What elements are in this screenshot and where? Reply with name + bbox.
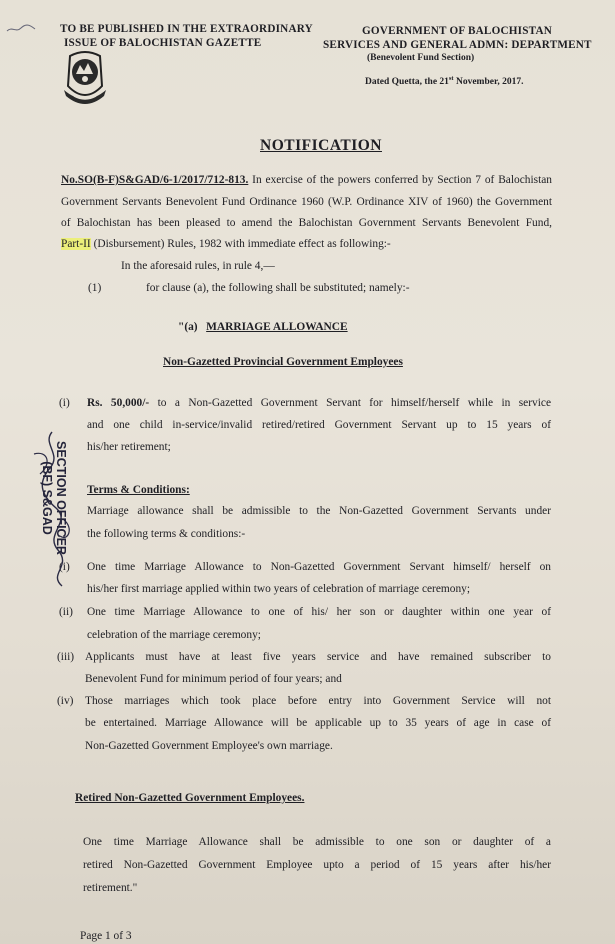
condition-2-line-1: One time Marriage Allowance to one of his/ her son or daughter within one year of [87, 606, 551, 618]
intro-line-4: Part-II (Disbursement) Rules, 1982 with immediate effect as following:- [61, 238, 391, 250]
item-i-line-1: Rs. 50,000/- to a Non-Gazetted Government Servant for himself/herself while in service [87, 397, 552, 409]
section-officer-stamp [22, 424, 82, 594]
item-i-number: (i) [59, 397, 70, 409]
balochistan-emblem-logo [60, 50, 110, 106]
stamp-text: SECTION OFFICER (BF) S&GAD [40, 441, 68, 555]
retired-line-2: retired Non-Gazetted Government Employee upto a period of 15 years after his/her [83, 859, 551, 871]
condition-2-number: (ii) [59, 606, 73, 618]
condition-4-number: (iv) [57, 695, 74, 707]
section-name: (Benevolent Fund Section) [367, 53, 475, 63]
condition-3-line-2: Benevolent Fund for minimum period of four years; and [85, 673, 342, 685]
intro-line-5: In the aforesaid rules, in rule 4,— [121, 260, 275, 272]
section-a-heading: "(a) MARRIAGE ALLOWANCE [178, 321, 348, 333]
section-a-subheading: Non-Gazetted Provincial Government Employees [163, 356, 403, 368]
department-name: SERVICES AND GENERAL ADMN: DEPARTMENT [323, 39, 592, 51]
reference-number: No.SO(B-F)S&GAD/6-1/2017/712-813. [61, 174, 249, 186]
gazette-line-1: TO BE PUBLISHED IN THE EXTRAORDINARY [60, 23, 313, 35]
condition-1-number: (i) [59, 561, 70, 573]
pen-scribble-icon [6, 23, 36, 35]
issue-date: Dated Quetta, the 21st November, 2017. [365, 75, 524, 88]
condition-3-number: (iii) [57, 651, 75, 663]
intro-line-1: No.SO(B-F)S&GAD/6-1/2017/712-813. In exercise of the powers conferred by Section 7 of Balochistan [61, 174, 552, 186]
page-number: Page 1 of 3 [80, 930, 132, 942]
condition-1-line-2: his/her first marriage applied within two years of celebration of marriage ceremony; [87, 583, 471, 595]
item-i-line-3: his/her retirement; [87, 441, 171, 453]
terms-line-1: Marriage allowance shall be admissible to the Non-Gazetted Government Servants under [87, 505, 551, 517]
condition-4-line-1: Those marriages which took place before entry into Government Service will not [85, 695, 551, 707]
condition-4-line-2: be entertained. Marriage Allowance will be applicable up to 35 years of age in case of [85, 717, 551, 729]
clause-text: for clause (a), the following shall be substituted; namely:- [146, 282, 410, 294]
intro-line-3: of Balochistan has been pleased to amend the Balochistan Government Servants Benevolent Fund, [61, 217, 552, 229]
terms-line-2: the following terms & conditions:- [87, 528, 246, 540]
retired-line-3: retirement." [83, 882, 138, 894]
gazette-line-2: ISSUE OF BALOCHISTAN GAZETTE [64, 37, 262, 49]
government-name: GOVERNMENT OF BALOCHISTAN [362, 25, 553, 37]
notification-title: NOTIFICATION [260, 137, 382, 154]
retired-heading: Retired Non-Gazetted Government Employees. [75, 792, 305, 804]
condition-4-line-3: Non-Gazetted Government Employee's own marriage. [85, 740, 333, 752]
highlighted-part-ii: Part-II [61, 238, 91, 250]
clause-number: (1) [88, 282, 102, 294]
retired-line-1: One time Marriage Allowance shall be admissible to one son or daughter of a [83, 836, 551, 848]
allowance-amount: Rs. 50,000/- [87, 397, 150, 409]
item-i-line-2: and one child in-service/invalid retired/retired Government Servant up to 15 years of [87, 419, 551, 431]
condition-2-line-2: celebration of the marriage ceremony; [87, 629, 261, 641]
condition-3-line-1: Applicants must have at least five years service and have remained subscriber to [85, 651, 551, 663]
terms-heading: Terms & Conditions: [87, 484, 190, 496]
intro-line-2: Government Servants Benevolent Fund Ordinance 1960 (W.P. Ordinance XIV of 1960) the Government [61, 196, 552, 208]
condition-1-line-1: One time Marriage Allowance to Non-Gazetted Government Servant himself/ herself on [87, 561, 551, 573]
